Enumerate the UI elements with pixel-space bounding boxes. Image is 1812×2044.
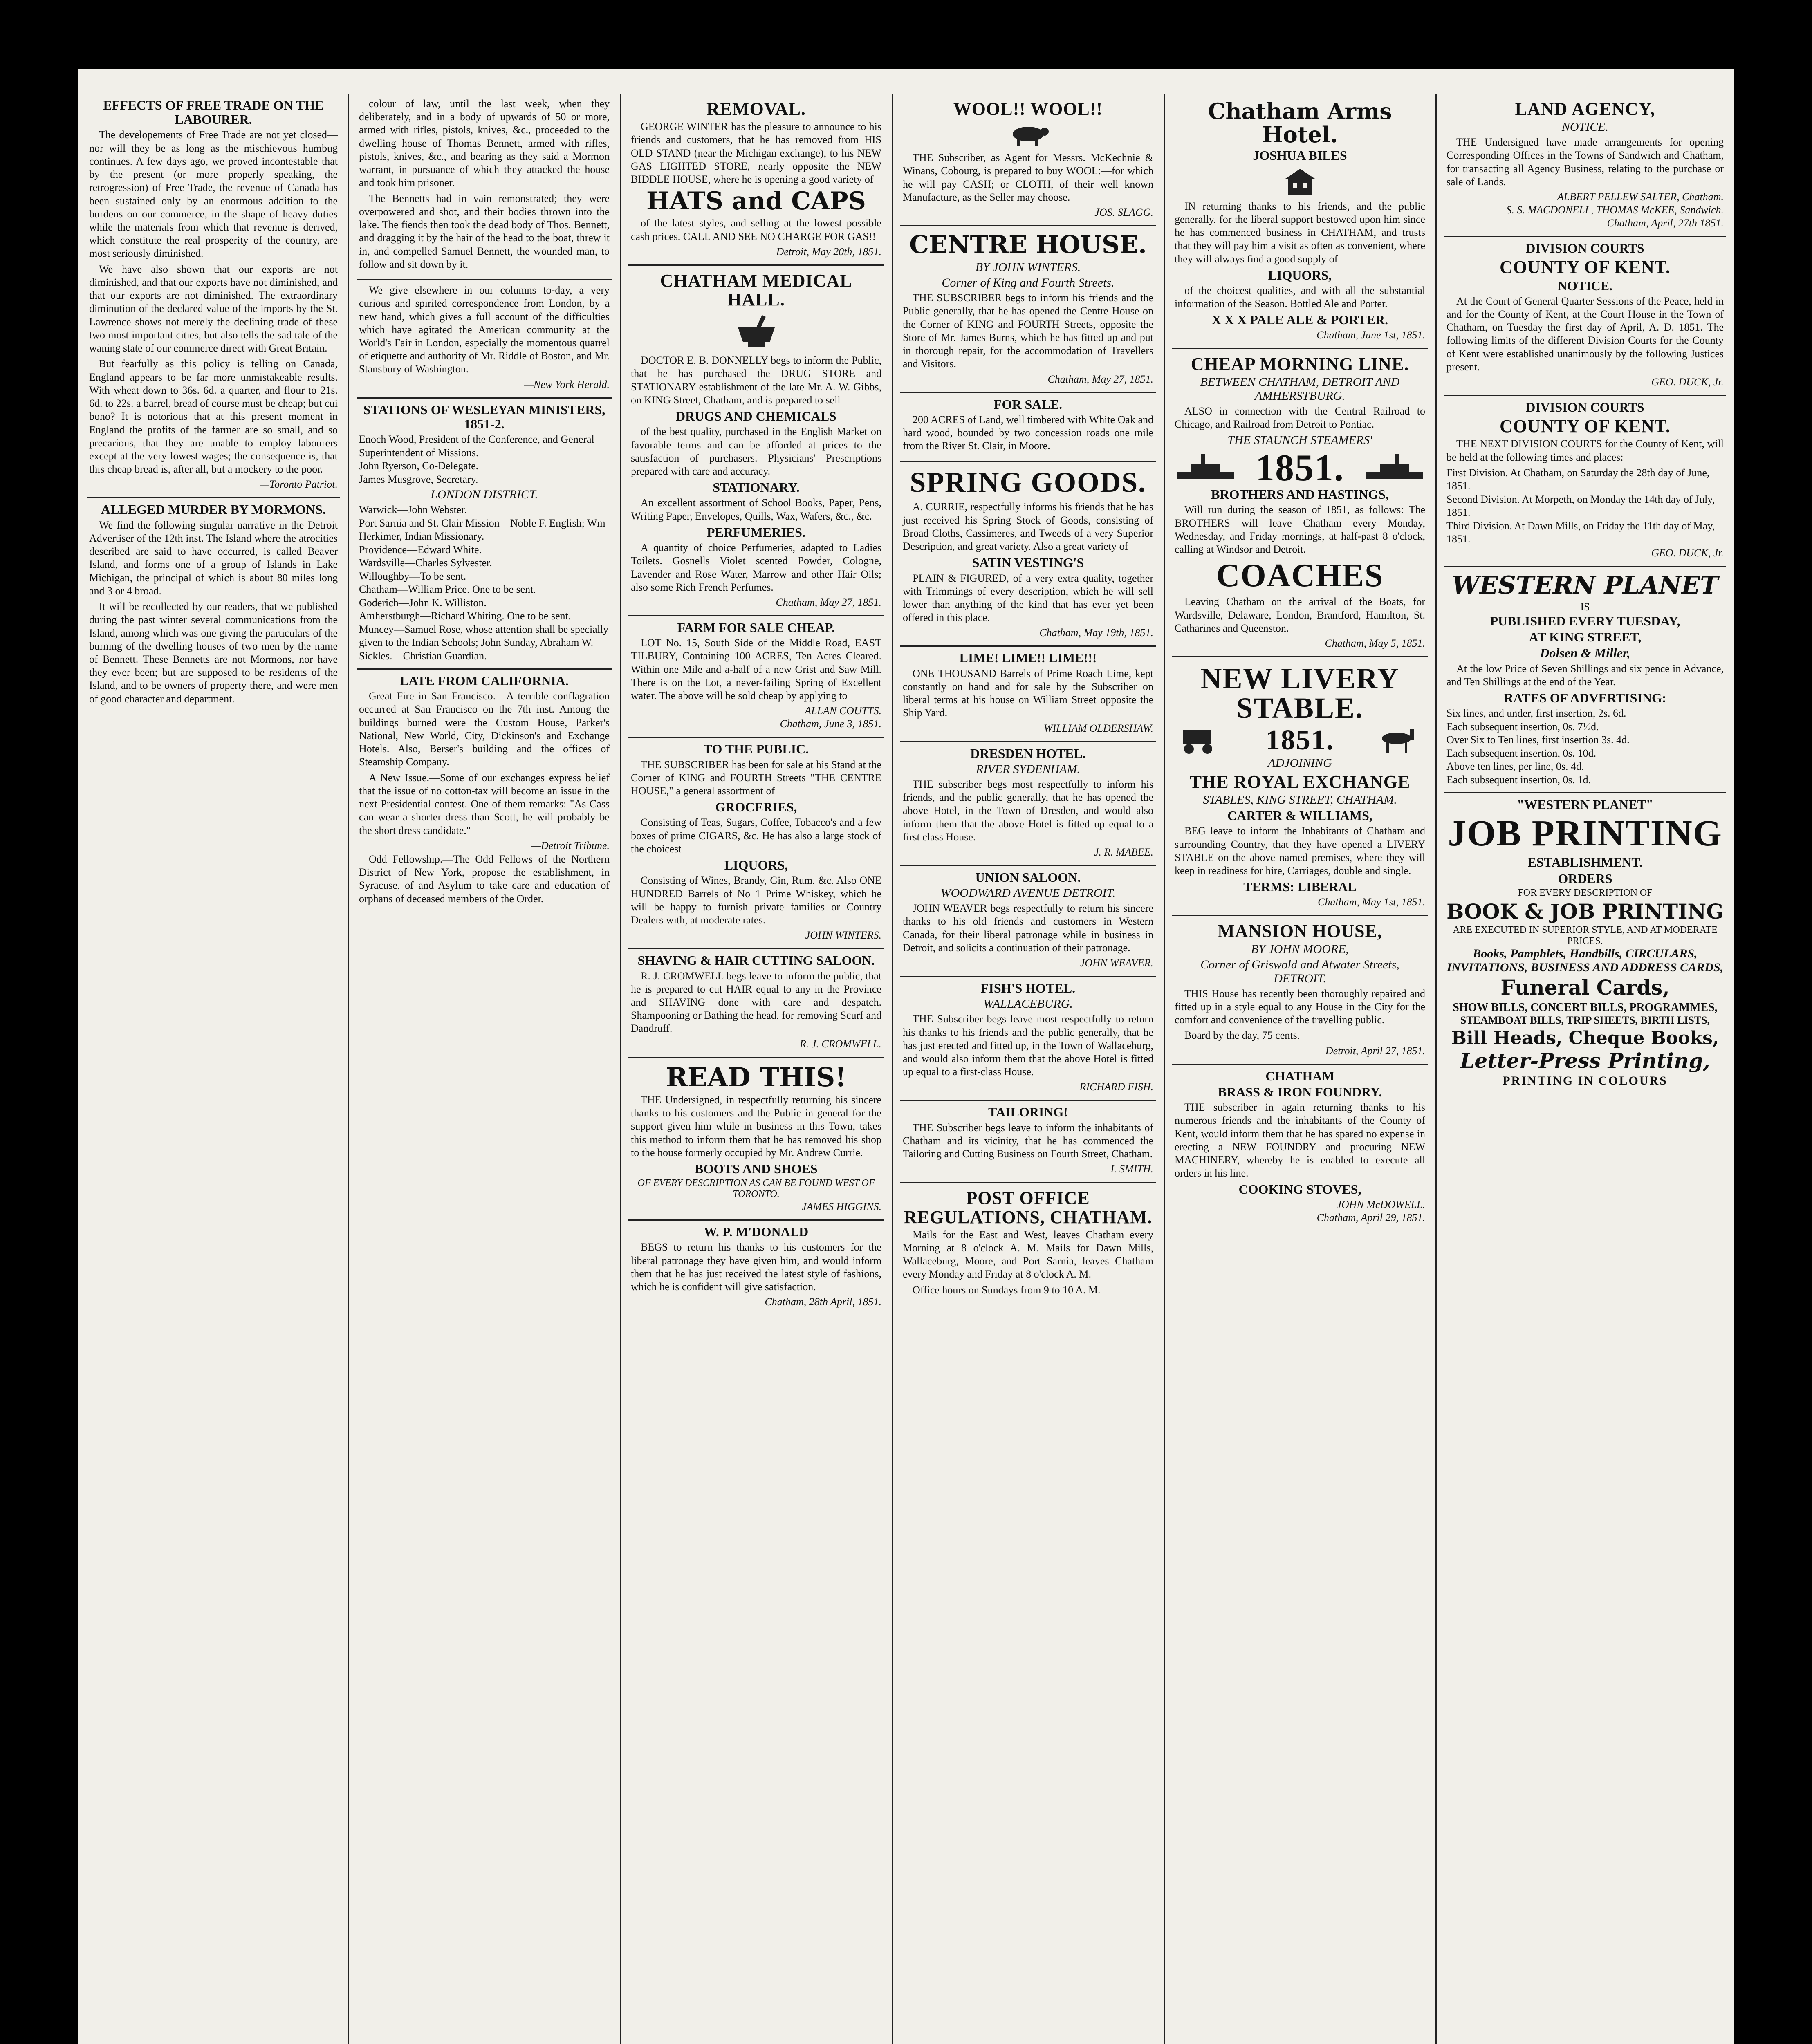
ad-cheap-morning-line xyxy=(1172,349,1428,657)
ad-text: PLAIN & FIGURED, of a very extra quality, together with Trimmings of every description, which he will sell lower than anything of the kind that has ever yet been offered in this place. xyxy=(903,572,1153,624)
list-item: Third Division. At Dawn Mills, on Friday the 11th day of May, 1851. xyxy=(1446,520,1715,545)
ad-spring-goods xyxy=(900,462,1156,647)
list-item: Each subsequent insertion, 0s. 10d. xyxy=(1446,747,1597,759)
ad-foundry xyxy=(1172,1065,1428,1230)
ad-subtext: FOR EVERY DESCRIPTION OF xyxy=(1518,887,1653,898)
ad-heading: FOR SALE. xyxy=(993,397,1063,412)
ad-display-heading: Bill Heads, Cheque Books, xyxy=(1451,1027,1719,1049)
ad-mcdonald xyxy=(628,1221,884,1315)
ad-text: JOHN WEAVER begs respectfully to return his sincere thanks to his old friends and customers in Western Canada, for their liberal patronage while in business in Detroit, and solicits a continuation of their patronage. xyxy=(903,902,1153,954)
ad-subheading: NOTICE. xyxy=(1561,120,1609,134)
ad-text: Consisting of Wines, Brandy, Gin, Rum, &c. Also ONE HUNDRED Barrels of No 1 Prime Whiskey, which he will be happy to furnish private families or Country Dealers with, at moderate rates. xyxy=(631,874,881,926)
ad-subheading: COOKING STOVES, xyxy=(1238,1182,1361,1197)
ad-date: Chatham, May 27, 1851. xyxy=(776,596,881,609)
list-item: Goderich—John K. Williston. xyxy=(359,596,487,609)
year-label: 1851. xyxy=(1256,447,1344,489)
list-item: James Musgrove, Secretary. xyxy=(359,473,478,485)
ad-subheading: BY JOHN MOORE, xyxy=(1251,942,1349,956)
ad-removal xyxy=(628,94,884,266)
steamer-banner xyxy=(1175,447,1425,489)
ad-signature: ALBERT PELLEW SALTER, Chatham. xyxy=(1557,191,1724,203)
masthead-title: WESTERN PLANET xyxy=(1452,571,1718,600)
ad-text: THE Undersigned, in respectfully returning his sincere thanks to his customers and the Public in general for the support given him while in business in this Town, takes this method to inform them that he has removed his shop to the house formerly occupied by Mr. Andrew Currie. xyxy=(631,1094,881,1159)
column-3 xyxy=(628,94,884,2044)
ad-subheading: Corner of Griswold and Atwater Streets, DETROIT. xyxy=(1200,957,1399,985)
ad-date: Chatham, June 1st, 1851. xyxy=(1316,329,1425,341)
ad-text: THE Subscriber, as Agent for Messrs. McKechnie & Winans, Cobourg, is prepared to buy WOOL:—for which he will pay CASH; or CLOTH, of their well known Manufacture, as the Seller may choose. xyxy=(903,152,1153,203)
ad-text: BEGS to return his thanks to his customers for the liberal patronage they have given him, and would inform them that he has just received the latest style of fashions, which he is confident will give satisfaction. xyxy=(631,1241,881,1293)
ad-date: Chatham, May 5, 1851. xyxy=(1325,637,1425,650)
ad-display-heading: CENTRE HOUSE. xyxy=(909,231,1147,260)
ad-display-heading: Funeral Cards, xyxy=(1500,975,1670,1000)
article-california xyxy=(357,670,612,914)
ad-text: A. CURRIE, respectfully informs his friends that he has just received his Spring Stock of Goods, consisting of Broad Cloths, Cassimeres, and Tweeds of a very Superior Description, and great variety. Also a great variety of xyxy=(903,501,1153,553)
list-item: Providence—Edward White. xyxy=(359,543,482,556)
ad-text: THIS House has recently been thoroughly repaired and fitted up in a style equal to any House in the City for the comfort and convenience of the travelling public. xyxy=(1175,987,1425,1026)
ad-display-heading: COACHES xyxy=(1216,558,1384,594)
ad-heading: LIME! LIME!! LIME!!! xyxy=(959,650,1097,666)
ad-heading: FISH'S HOTEL. xyxy=(980,981,1076,996)
ad-text: Mails for the East and West, leaves Chatham every Morning at 8 o'clock A. M. Mails for Dawn Mills, Wallaceburg, Moore, and Port Sarnia, leaves Chatham every Monday and Friday at 8 o'clock A. M. xyxy=(903,1228,1153,1280)
article-paragraph: We give elsewhere in our columns to-day, a very curious and spirited correspondence from London, by a new hand, which gives a full account of the difficulties which have agitated the American community at the World's Fair in London, especially the momentous quarrel of etiquette and authority of Mr. Riddle of Boston, and Mr. Stansbury of Washington. xyxy=(359,284,610,375)
horse-icon xyxy=(1372,726,1425,755)
ad-subheading: WOODWARD AVENUE DETROIT. xyxy=(940,886,1116,900)
steamboat-icon xyxy=(1175,451,1236,484)
ad-subheading: CARTER & WILLIAMS, xyxy=(1227,808,1372,823)
ad-signature: R. J. CROMWELL. xyxy=(799,1038,881,1050)
ad-subheading: SATIN VESTING'S xyxy=(972,555,1084,570)
ad-subheading: TERMS: LIBERAL xyxy=(1243,879,1357,894)
ad-heading: WOOL!! WOOL!! xyxy=(953,99,1103,119)
ad-date: Chatham, May 27, 1851. xyxy=(1047,373,1153,385)
ad-subheading: LIQUORS, xyxy=(1268,267,1332,282)
article-paragraph: The Bennetts had in vain remonstrated; they were overpowered and shot, and their bodies thrown into the lake. The fiends then took the dead body of Thos. Bennett, and dragging it by the hair of the head to the boat, threw it in, and compelled Samuel Bennett, the wounded man, to follow and sit down by it. xyxy=(359,192,610,270)
ad-subheading: STABLES, KING STREET, CHATHAM. xyxy=(1203,793,1397,807)
ad-date: Detroit, May 20th, 1851. xyxy=(776,245,881,258)
ad-text: A quantity of choice Perfumeries, adapted to Ladies Toilets. Gosnells Violet scented Powder, Cologne, Lavender and Rose Water, Marrow and other Hair Oils; also some Rich French Perfumes. xyxy=(631,542,881,593)
list-item: Willoughby—To be sent. xyxy=(359,570,466,582)
ad-subheading: DRUGS AND CHEMICALS xyxy=(676,409,836,424)
column-6 xyxy=(1444,94,1726,2044)
ad-subheading: BY JOHN WINTERS. xyxy=(975,260,1081,274)
article-title: ALLEGED MURDER BY MORMONS. xyxy=(101,502,326,517)
ad-heading: POST OFFICE REGULATIONS, CHATHAM. xyxy=(904,1188,1153,1227)
ad-signature: ALLAN COUTTS. xyxy=(805,705,881,717)
ad-heading: CHATHAM xyxy=(1265,1068,1334,1083)
ad-subheading: X X X PALE ALE & PORTER. xyxy=(1211,312,1388,327)
article-source: —Toronto Patriot. xyxy=(260,478,338,491)
ad-heading: W. P. M'DONALD xyxy=(704,1224,809,1239)
ad-display-heading: Chatham Arms Hotel. xyxy=(1208,98,1392,148)
ad-text: THE subscriber begs most respectfully to inform his friends, and the public generally, that he has opened the above Hotel, in the Town of Dresden, and would also inform them that the above Hotel is fitted up equal to a first class House. xyxy=(903,778,1153,843)
ad-heading: LAND AGENCY, xyxy=(1515,99,1655,119)
ad-subheading: ORDERS xyxy=(1558,871,1612,886)
article-paragraph: We find the following singular narrative in the Detroit Advertiser of the 12th inst. The Island where the atrocities described are said to have occurred, is called Beaver Island, and forms one of a group of Islands in Lake Michigan, the principal of which is about 80 miles long and 3 or 4 broad. xyxy=(89,519,338,597)
ad-subheading: STATIONARY. xyxy=(713,480,800,495)
imprint-publishers: Dolsen & Miller, xyxy=(1540,645,1630,661)
list-item: Each subsequent insertion, 0s. 7½d. xyxy=(1446,720,1599,733)
section-heading: LONDON DISTRICT. xyxy=(431,488,538,502)
article-mormons-cont xyxy=(357,94,612,280)
ad-subtext: STEAMBOAT BILLS, TRIP SHEETS, BIRTH LISTS, xyxy=(1460,1014,1710,1026)
ad-signature: JOHN McDOWELL. xyxy=(1337,1198,1425,1210)
article-paragraph: Great Fire in San Francisco.—A terrible conflagration occurred at San Francisco on the 7th inst. Among the buildings burned were the Custom House, Parker's National, New World, City, Dickinson's and Exchange Hotels. Also, Berser's building and the offices of Steamship Company. xyxy=(359,690,610,768)
notice-signature: GEO. DUCK, Jr. xyxy=(1651,547,1724,559)
ad-subheading: JOSHUA BILES xyxy=(1253,148,1347,163)
sheep-icon xyxy=(1006,123,1051,147)
ad-heading: SHAVING & HAIR CUTTING SALOON. xyxy=(637,953,875,968)
ad-centre-house xyxy=(900,226,1156,393)
ad-text: THE Subscriber begs leave most respectfully to return his thanks to his friends and the public generally, that he has just erected and fitted up, in the Town of Wallaceburg, and would also inform them that the above Hotel is fitted up equal to a first-class House. xyxy=(903,1013,1153,1078)
article-paragraph: But fearfully as this policy is telling on Canada, England appears to be far more unmistakeable results. With wheat down to 36s. 6d. a quarter, and flour to 21s. 6d. to 22s. a barrel, bread of course must be cheap; but cui bono? It is notorious that at this present moment in England the profits of the farmer are so small, and so precarious, that they are unable to employ labourers except at the very lowest wages; the consequence is, that this cheap bread is, after all, but a mockery to the poor. xyxy=(89,358,338,475)
ad-text: DOCTOR E. B. DONNELLY begs to inform the Public, that he has purchased the DRUG STORE and STATIONARY establishment of the late Mr. A. W. Gibbs, on KING Street, Chatham, and is prepared to sell xyxy=(631,354,881,406)
list-item: Wardsville—Charles Sylvester. xyxy=(359,557,492,569)
ad-subheading: ESTABLISHMENT. xyxy=(1527,855,1643,870)
ad-wool xyxy=(900,94,1156,226)
article-worlds-fair xyxy=(357,280,612,399)
ad-signature: JAMES HIGGINS. xyxy=(802,1201,881,1213)
ad-subheading: Corner of King and Fourth Streets. xyxy=(942,276,1115,290)
ad-job-printing xyxy=(1444,793,1726,1094)
ad-subtext: SHOW BILLS, CONCERT BILLS, PROGRAMMES, xyxy=(1453,1001,1718,1014)
ad-heading: DRESDEN HOTEL. xyxy=(970,746,1086,761)
ad-subheading: BOOTS AND SHOES xyxy=(695,1161,818,1177)
ad-date: Chatham, 28th April, 1851. xyxy=(765,1296,881,1308)
ad-to-the-public xyxy=(628,738,884,949)
notice-next-division-courts xyxy=(1444,396,1726,567)
notice-heading: DIVISION COURTS xyxy=(1526,400,1644,415)
london-district-list xyxy=(359,503,610,663)
imprint-text: At the low Price of Seven Shillings and six pence in Advance, and Ten Shillings at the end of the Year. xyxy=(1446,662,1724,688)
ad-medical-hall xyxy=(628,266,884,616)
ad-date: Chatham, June 3, 1851. xyxy=(780,718,881,730)
court-schedule xyxy=(1446,466,1724,546)
ad-text: Office hours on Sundays from 9 to 10 A. M. xyxy=(913,1284,1101,1296)
ad-display-heading: NEW LIVERY STABLE. xyxy=(1200,662,1399,725)
ad-text: Board by the day, 75 cents. xyxy=(1184,1029,1300,1042)
article-title: EFFECTS OF FREE TRADE ON THE LABOURER. xyxy=(103,98,324,127)
ad-text: Consisting of Teas, Sugars, Coffee, Tobacco's and a few boxes of prime CIGARS, &c. He has also a large stock of the choicest xyxy=(631,816,881,855)
wesleyan-officers xyxy=(359,433,610,486)
list-item: Muncey—Samuel Rose, whose attention shall be specially given to the Indian Schools; John Sunday, Abraham W. Sickles.—Christian Guardian. xyxy=(359,623,609,662)
ad-heading: FARM FOR SALE CHEAP. xyxy=(677,620,835,635)
list-item: Chatham—William Price. One to be sent. xyxy=(359,583,536,596)
ad-text: THE subscriber in again returning thanks to his numerous friends and the inhabitants of the County of Kent, would inform them that he has spared no expense in erecting a NEW FOUNDRY and procuring NEW MACHINERY, whereby he is enabled to execute all orders in his line. xyxy=(1175,1101,1425,1179)
building-icon xyxy=(1284,167,1316,196)
ad-subtext: Books, Pamphlets, Handbills, CIRCULARS, INVITATIONS, BUSINESS AND ADDRESS CARDS, xyxy=(1446,947,1724,975)
ad-subtext: ARE EXECUTED IN SUPERIOR STYLE, AND AT MODERATE PRICES. xyxy=(1453,925,1718,947)
ad-livery-stable xyxy=(1172,657,1428,916)
ad-heading: MANSION HOUSE, xyxy=(1218,921,1382,941)
ad-text: THE SUBSCRIBER begs to inform his friends and the Public generally, that he has opened the Centre House on the Corner of KING and FOURTH Streets, opposite the Store of Mr. James Burns, which he has fitted up and put in thorough repair, for the accommodation of Travellers and Visitors. xyxy=(903,292,1153,370)
ad-subheading: THE STAUNCH STEAMERS' xyxy=(1227,433,1372,447)
western-planet-imprint xyxy=(1444,567,1726,793)
column-4 xyxy=(900,94,1156,2044)
ad-signature: I. SMITH. xyxy=(1110,1163,1153,1175)
ad-text: of the latest styles, and selling at the lowest possible cash prices. CALL AND SEE NO CHARGE FOR GAS!! xyxy=(631,217,881,242)
ad-text: IN returning thanks to his friends, and the public generally, for the liberal support bestowed upon him since he has commenced business in CHATHAM, and trusts that they will pay him a visit as often as convenient, where they will always find a good supply of xyxy=(1175,200,1425,265)
list-item: Enoch Wood, President of the Conference, and General Superintendent of Missions. xyxy=(359,433,594,459)
ad-signature: JOS. SLAGG. xyxy=(1094,206,1153,219)
ad-date: Chatham, May 1st, 1851. xyxy=(1318,896,1425,908)
ad-heading: BRASS & IRON FOUNDRY. xyxy=(1218,1084,1382,1099)
ad-text: of the best quality, purchased in the English Market on favorable terms and can be afforded at prices to the satisfaction of purchasers. Physicians' Prescriptions prepared with care and accuracy. xyxy=(631,426,881,477)
column-rule xyxy=(892,94,893,2044)
newspaper-page xyxy=(78,69,1734,2044)
ad-text: LOT No. 15, South Side of the Middle Road, EAST TILBURY, Containing 100 ACRES, Ten Acres Cleared. Within one Mile and a-half of a new Grist and Saw Mill. There is on the Lot, a never-failing Spring of Excellent water. The above will be sold cheap by applying to xyxy=(631,637,881,702)
ad-date: Chatham, April, 27th 1851. xyxy=(1607,217,1724,229)
article-paragraph: Odd Fellowship.—The Odd Fellows of the Northern District of New York, propose the establishment, in Syracuse, of and Asylum to take care and education of orphans of deceased members of the Order. xyxy=(359,853,610,905)
ad-signature: S. S. MACDONELL, THOMAS McKEE, Sandwich. xyxy=(1506,204,1724,216)
ad-subheading: RIVER SYDENHAM. xyxy=(976,762,1080,776)
imprint-heading: PUBLISHED EVERY TUESDAY, xyxy=(1490,613,1680,628)
notice-heading: DIVISION COURTS xyxy=(1526,241,1644,256)
ad-heading: THE ROYAL EXCHANGE xyxy=(1189,772,1411,792)
ad-mansion-house xyxy=(1172,916,1428,1065)
article-source: —New York Herald. xyxy=(524,378,610,390)
article-mormons xyxy=(87,498,340,713)
ad-display-heading: READ THIS! xyxy=(666,1062,847,1093)
column-5 xyxy=(1172,94,1428,2044)
ad-tailoring xyxy=(900,1101,1156,1183)
column-rule xyxy=(1435,94,1437,2044)
ad-subheading: LIQUORS, xyxy=(724,858,788,873)
steamboat-icon xyxy=(1364,451,1425,484)
list-item: Warwick—John Webster. xyxy=(359,504,467,516)
ad-union-saloon xyxy=(900,866,1156,977)
ad-text: Will run during the season of 1851, as follows: The BROTHERS will leave Chatham every Monday, Wednesday, and Friday mornings, at half-past 8 o'clock, calling at Windsor and Detroit. xyxy=(1175,504,1425,556)
ad-text: THE Undersigned have made arrangements for opening Corresponding Offices in the Towns of Sandwich and Chatham, for transacting all Agency Business, relating to the purchase or sale of Lands. xyxy=(1446,136,1724,188)
ad-subheading: BETWEEN CHATHAM, DETROIT AND AMHERSTBURG. xyxy=(1200,375,1400,403)
imprint-heading: AT KING STREET, xyxy=(1529,630,1642,645)
ad-signature: WILLIAM OLDERSHAW. xyxy=(1043,722,1153,734)
notice-signature: GEO. DUCK, Jr. xyxy=(1651,376,1724,388)
ad-text: 200 ACRES of Land, well timbered with White Oak and hard wood, bounded by two concession roads one mile from the River St. Clair, in Moore. xyxy=(903,413,1153,452)
column-rule xyxy=(620,94,621,2044)
notice-division-courts xyxy=(1444,237,1726,396)
year-label: 1851. xyxy=(1265,724,1334,756)
ad-post-office xyxy=(900,1183,1156,1305)
ad-text: An excellent assortment of School Books, Paper, Pens, Writing Paper, Envelopes, Quills, Wax, Wafers, &c., &c. xyxy=(631,497,881,522)
ad-chatham-arms xyxy=(1172,94,1428,349)
livery-banner xyxy=(1175,726,1425,755)
ad-text: ONE THOUSAND Barrels of Prime Roach Lime, kept constantly on hand and for sale by the Subscriber on liberal terms at his house on William Street opposite the Ship Yard. xyxy=(903,667,1153,719)
article-title: STATIONS OF WESLEYAN MINISTERS, 1851-2. xyxy=(363,402,605,431)
notice-heading: COUNTY OF KENT. xyxy=(1500,416,1671,437)
ad-heading: REMOVAL. xyxy=(706,99,806,119)
article-free-trade xyxy=(87,94,340,498)
ad-text: THE SUBSCRIBER has been for sale at his Stand at the Corner of KING and FOURTH Streets "THE CENTRE HOUSE," a general assortment of xyxy=(631,758,881,797)
ad-display-heading: JOB PRINTING xyxy=(1448,813,1722,854)
ad-for-sale xyxy=(900,393,1156,462)
article-paragraph: colour of law, until the last week, when they deliberately, and in a body of upwards of 50 or more, armed with rifles, pistols, knives, &c., proceeded to the dwelling house of Thomas Bennett, armed with rifles, pistols, knives, &c., and bearing as they said a Mormon warrant, in pursuance of which they attacked the house and took him prisoner. xyxy=(359,98,610,189)
ad-subtext: PRINTING IN COLOURS xyxy=(1503,1074,1668,1088)
list-item: First Division. At Chatham, on Saturday the 28th day of June, 1851. xyxy=(1446,466,1710,492)
column-rule xyxy=(1164,94,1165,2044)
ad-heading: CHATHAM MEDICAL HALL. xyxy=(660,270,852,310)
ad-text: of the choicest qualities, and with all the substantial information of the Season. Bottled Ale and Porter. xyxy=(1175,284,1425,310)
ad-dresden-hotel xyxy=(900,742,1156,866)
column-1 xyxy=(87,94,340,2044)
list-item: Six lines, and under, first insertion, 2s. 6d. xyxy=(1446,707,1626,719)
ad-date: Chatham, May 19th, 1851. xyxy=(1039,627,1153,639)
ad-text: THE Subscriber begs leave to inform the inhabitants of Chatham and its vicinity, that he has commenced the Tailoring and Cutting Business on Fourth Street, Chatham. xyxy=(903,1121,1153,1160)
ad-date: Chatham, April 29, 1851. xyxy=(1316,1211,1425,1224)
list-item: Over Six to Ten lines, first insertion 3s. 4d. xyxy=(1446,734,1630,746)
ad-subheading: WALLACEBURG. xyxy=(983,997,1073,1011)
article-source: —Detroit Tribune. xyxy=(531,839,610,852)
notice-heading: COUNTY OF KENT. xyxy=(1500,257,1671,278)
article-wesleyan xyxy=(357,399,612,670)
list-item: Amherstburgh—Richard Whiting. One to be sent. xyxy=(359,610,571,622)
list-item: Each subsequent insertion, 0s. 1d. xyxy=(1446,773,1591,786)
list-item: John Ryerson, Co-Delegate. xyxy=(359,460,479,472)
ad-display-heading: HATS and CAPS xyxy=(646,187,866,216)
article-paragraph: A New Issue.—Some of our exchanges express belief that the issue of no cotton-tax will become an issue in the next Presidential contest. One of them remarks: "As Cass can wear a shorter dress than Scott, he will probably be the short dress candidate." xyxy=(359,771,610,836)
ad-subheading: ADJOINING xyxy=(1268,756,1332,770)
advertising-rates xyxy=(1446,707,1724,787)
column-rule xyxy=(348,94,349,2044)
ad-heading: TAILORING! xyxy=(988,1105,1068,1120)
ad-date: Detroit, April 27, 1851. xyxy=(1325,1044,1425,1057)
ad-subheading: BROTHERS AND HASTINGS, xyxy=(1211,487,1389,502)
article-paragraph: It will be recollected by our readers, that we published during the past winter several communications from the Island, among which was one giving the particulars of the burning of the dwelling houses of two men by the name of Bennett. These Bennetts are not Mormons, nor have they ever been; but are supposed to be residents of the Island, and to be owners of property there, and were men of good character and department. xyxy=(89,601,338,705)
ad-signature: J. R. MABEE. xyxy=(1094,846,1153,858)
ad-signature: JOHN WEAVER. xyxy=(1080,957,1153,969)
ad-subheading: GROCERIES, xyxy=(715,800,797,815)
ad-subtext: OF EVERY DESCRIPTION AS CAN BE FOUND WEST OF TORONTO. xyxy=(637,1178,875,1200)
ad-subheading: PERFUMERIES. xyxy=(707,524,805,540)
article-title: LATE FROM CALIFORNIA. xyxy=(400,673,569,688)
column-2 xyxy=(357,94,612,2044)
ad-text: ALSO in connection with the Central Railroad to Chicago, and Railroad from Detroit to Pontiac. xyxy=(1175,405,1425,430)
notice-text: THE NEXT DIVISION COURTS for the County of Kent, will be held at the following times and places: xyxy=(1446,438,1724,463)
list-item: Port Sarnia and St. Clair Mission—Noble F. English; Wm Herkimer, Indian Missionary. xyxy=(359,517,605,542)
article-paragraph: The developements of Free Trade are not yet closed—nor will they be as long as the mischievous humbug continues. A few days ago, we proved incontestable that by the present (or more properly speaking, the retrogression) of Free Trade, the revenue of Canada has been sustained only by an enormous addition to the burdens on our commerce, in the shape of heavy duties while the materials from which that revenue is derived, which constitute the real prosperity of the country, are most seriously diminished. xyxy=(89,129,338,260)
ad-heading: CHEAP MORNING LINE. xyxy=(1191,354,1409,374)
ad-display-heading: Letter-Press Printing, xyxy=(1460,1048,1710,1073)
notice-text: At the Court of General Quarter Sessions of the Peace, held in and for the County of Kent, at the Court House in the Town of Chatham, on Tuesday the first day of April, A. D. 1851. The following limits of the different Division Courts for the County of Kent were established unanimously by the following Justices present. xyxy=(1446,295,1724,373)
ad-shaving-saloon xyxy=(628,949,884,1058)
carriage-icon xyxy=(1175,726,1228,755)
article-paragraph: We have also shown that our exports are not diminished, and that our exports have not diminished, and that our exports are not diminished. The extraordinary diminution of the declared value of the imports by the St. Lawrence shows not merely the declining trade of these two most important cities, but also tells the sad tale of the waning state of our commerce direct with Great Britain. xyxy=(89,263,338,354)
ad-heading: "WESTERN PLANET" xyxy=(1517,797,1653,812)
ad-text: Leaving Chatham on the arrival of the Boats, for Wardsville, Delaware, London, Brantford, Hamilton, St. Catharines and Queenston. xyxy=(1175,596,1425,634)
ad-heading: UNION SALOON. xyxy=(975,870,1081,885)
ad-fish-hotel xyxy=(900,977,1156,1101)
ad-lime xyxy=(900,647,1156,742)
ad-signature: JOHN WINTERS. xyxy=(805,929,881,941)
imprint-heading: RATES OF ADVERTISING: xyxy=(1504,690,1666,705)
mortar-pestle-icon xyxy=(734,313,779,350)
notice-heading: NOTICE. xyxy=(1557,278,1613,293)
imprint-text: IS xyxy=(1580,601,1590,613)
ad-display-heading: BOOK & JOB PRINTING xyxy=(1446,899,1724,923)
ad-text: R. J. CROMWELL begs leave to inform the public, that he is prepared to cut HAIR equal to any in the Province and SHAVING done with care and despatch. Shampooning or Bathing the head, for removing Scurf and Dandruff. xyxy=(631,970,881,1035)
ad-text: GEORGE WINTER has the pleasure to announce to his friends and customers, that he has removed from HIS OLD STAND (near the Michigan exchange), to his NEW GAS LIGHTED STORE, nearly opposite the NEW BIDDLE HOUSE, where he is opening a good variety of xyxy=(631,121,881,186)
ad-display-heading: SPRING GOODS. xyxy=(910,467,1146,499)
ad-farm xyxy=(628,616,884,738)
ad-read-this xyxy=(628,1058,884,1221)
ad-signature: RICHARD FISH. xyxy=(1079,1081,1153,1093)
ad-land-agency xyxy=(1444,94,1726,237)
ad-text: BEG leave to inform the Inhabitants of Chatham and surrounding Country, that they have opened a LIVERY STABLE on the above named premises, where they will keep in readiness for hire, Carriages, double and single. xyxy=(1175,825,1425,877)
ad-heading: TO THE PUBLIC. xyxy=(703,742,809,757)
list-item: Above ten lines, per line, 0s. 4d. xyxy=(1446,760,1584,773)
list-item: Second Division. At Morpeth, on Monday the 14th day of July, 1851. xyxy=(1446,493,1715,519)
